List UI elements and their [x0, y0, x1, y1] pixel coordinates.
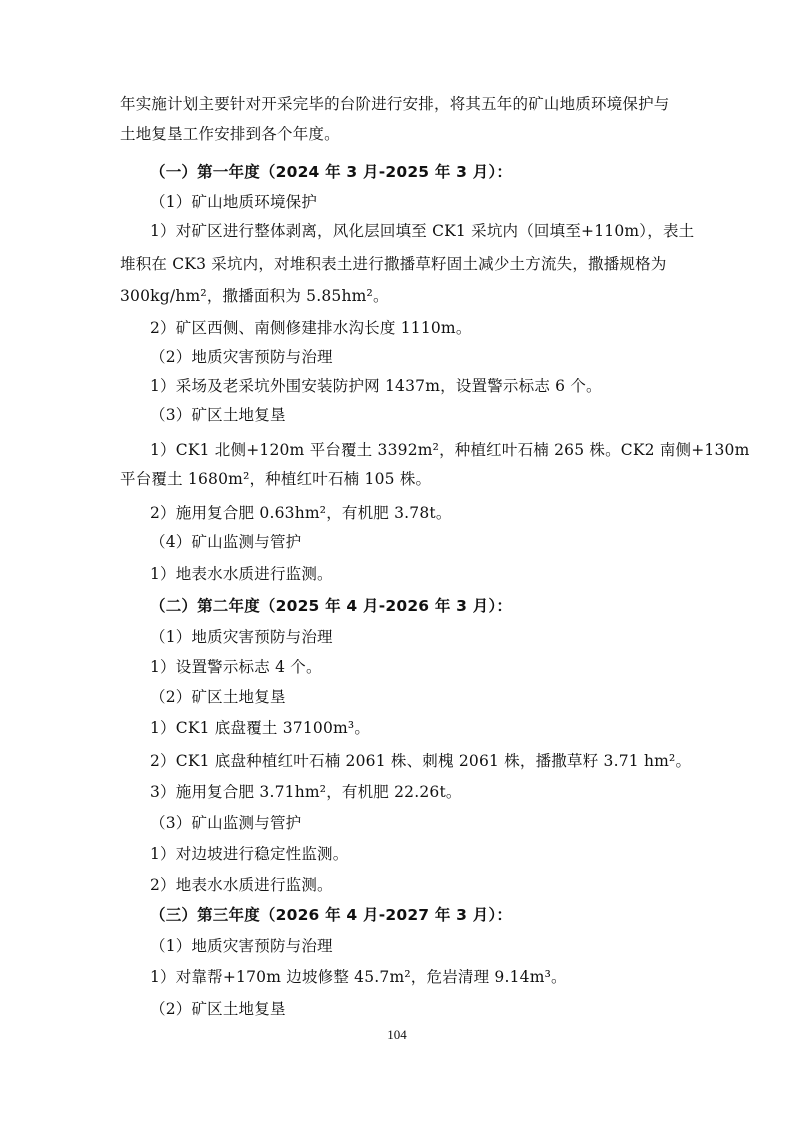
- subsection-heading: （2）矿区土地复垦: [150, 688, 286, 706]
- list-item: 1）对矿区进行整体剥离，风化层回填至 CK1 采坑内（回填至+110m），表土: [150, 222, 695, 240]
- subsection-heading: （3）矿区土地复垦: [150, 406, 286, 424]
- list-item: 1）采场及老采坑外围安装防护网 1437m，设置警示标志 6 个。: [150, 377, 602, 395]
- list-item: 2）施用复合肥 0.63hm²，有机肥 3.78t。: [150, 504, 452, 522]
- section-heading-year-3: （三）第三年度（2026 年 4 月-2027 年 3 月）：: [150, 906, 513, 924]
- section-heading-year-2: （二）第二年度（2025 年 4 月-2026 年 3 月）：: [150, 597, 513, 615]
- list-item: 2）CK1 底盘种植红叶石楠 2061 株、刺槐 2061 株，播撒草籽 3.71 hm²。: [150, 752, 692, 770]
- paragraph-line: 平台覆土 1680m²，种植红叶石楠 105 株。: [120, 470, 432, 488]
- subsection-heading: （4）矿山监测与管护: [150, 533, 302, 551]
- subsection-heading: （2）地质灾害预防与治理: [150, 348, 333, 366]
- list-item: 2）地表水水质进行监测。: [150, 876, 333, 894]
- list-item: 1）对靠帮+170m 边坡修整 45.7m²，危岩清理 9.14m³。: [150, 968, 567, 986]
- list-item: 1）设置警示标志 4 个。: [150, 658, 322, 676]
- list-item: 1）CK1 北侧+120m 平台覆土 3392m²，种植红叶石楠 265 株。CK2 南侧+130m: [150, 441, 750, 459]
- subsection-heading: （1）地质灾害预防与治理: [150, 628, 333, 646]
- list-item: 1）CK1 底盘覆土 37100m³。: [150, 719, 371, 737]
- paragraph-line: 年实施计划主要针对开采完毕的台阶进行安排，将其五年的矿山地质环境保护与: [120, 95, 670, 113]
- subsection-heading: （3）矿山监测与管护: [150, 814, 302, 832]
- subsection-heading: （1）地质灾害预防与治理: [150, 937, 333, 955]
- page-number: 104: [387, 1027, 407, 1042]
- list-item: 2）矿区西侧、南侧修建排水沟长度 1110m。: [150, 319, 472, 337]
- paragraph-line: 土地复垦工作安排到各个年度。: [120, 125, 340, 143]
- subsection-heading: （1）矿山地质环境保护: [150, 193, 318, 211]
- paragraph-line: 300kg/hm²，撒播面积为 5.85hm²。: [120, 287, 389, 305]
- list-item: 3）施用复合肥 3.71hm²，有机肥 22.26t。: [150, 783, 462, 801]
- section-heading-year-1: （一）第一年度（2024 年 3 月-2025 年 3 月）：: [150, 163, 513, 181]
- list-item: 1）对边坡进行稳定性监测。: [150, 845, 349, 863]
- paragraph-line: 堆积在 CK3 采坑内，对堆积表土进行撒播草籽固土减少土方流失，撒播规格为: [120, 255, 667, 273]
- list-item: 1）地表水水质进行监测。: [150, 565, 333, 583]
- subsection-heading: （2）矿区土地复垦: [150, 1000, 286, 1018]
